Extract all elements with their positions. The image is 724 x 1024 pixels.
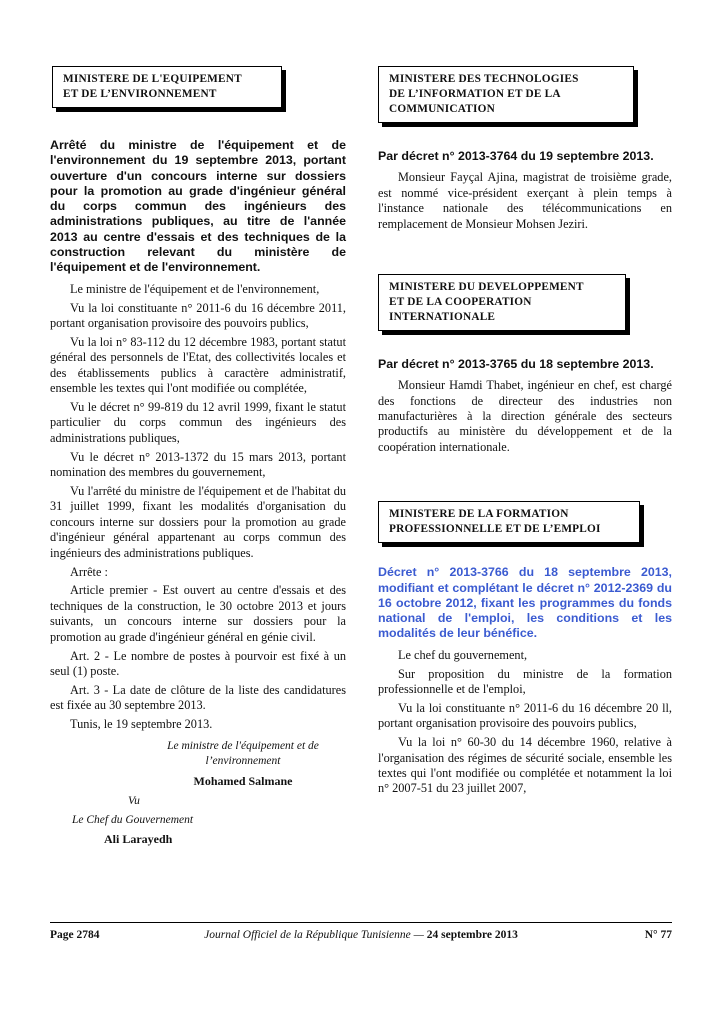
- ministry-box-developpement: [378, 274, 626, 331]
- decree-heading: Par décret n° 2013-3764 du 19 septembre 2013.: [378, 149, 654, 163]
- ministry-line: ET DE L’ENVIRONNEMENT: [63, 88, 217, 100]
- article-3: Art. 3 - La date de clôture de la liste des candidatures est fixée au 30 septembre 2013.: [50, 682, 346, 713]
- ministry-box-technologies: [378, 66, 634, 123]
- right-column: [378, 66, 672, 797]
- paragraph: Monsieur Hamdi Thabet, ingénieur en chef, est chargé des fonctions de directeur des industries non manufacturières à la direction générale des secteurs productifs au ministère du développement et de la coopération internationale.: [378, 378, 672, 454]
- ministry-line: MINISTERE DE L'EQUIPEMENT: [63, 73, 242, 85]
- issue-number: N° 77: [644, 929, 672, 941]
- ministry-line: INTERNATIONALE: [389, 310, 496, 323]
- chef-name: Ali Larayedh: [104, 831, 173, 846]
- place-date: Tunis, le 19 septembre 2013.: [70, 717, 213, 732]
- paragraph: Sur proposition du ministre de la formation professionnelle et de l'emploi,: [378, 666, 672, 697]
- signature-title: l’environnement: [205, 754, 281, 767]
- signature-name: Mohamed Salmane: [193, 773, 293, 788]
- paragraph: Vu la loi constituante n° 2011-6 du 16 décembre 2011, portant organisation provisoire des pouvoirs publics,: [50, 300, 346, 330]
- paragraph: Le ministre de l'équipement et de l'environnement,: [70, 281, 320, 296]
- journal-name: Journal Officiel de la République Tunisienne —: [204, 929, 424, 941]
- page-number: Page 2784: [50, 929, 100, 941]
- paragraph: Vu la loi constituante n° 2011-6 du 16 décembre 20 ll, portant organisation provisoire des pouvoirs publics,: [378, 700, 672, 731]
- left-column: [50, 66, 346, 847]
- page-footer: [50, 929, 672, 945]
- chef-title: Le Chef du Gouvernement: [72, 813, 194, 826]
- journal-date: 24 septembre 2013: [426, 929, 518, 941]
- paragraph: Vu la loi n° 60-30 du 14 décembre 1960, relative à l'organisation des régimes de sécurité sociale, ensemble les textes qui l'ont modifiée ou complétée et notamment la loi n° 2007-51 du 23 juillet 2007,: [378, 735, 672, 796]
- vu-label: Vu: [128, 794, 140, 807]
- paragraph: Vu l'arrêté du ministre de l'équipement et de l'habitat du 31 juillet 1999, fixant les modalités d'organisation du concours interne sur dossiers pour la promotion au grade d'ingénieur général appartenant au corps commun des ingénieurs des administrations publiques.: [50, 484, 346, 560]
- paragraph: Monsieur Fayçal Ajina, magistrat de troisième grade, est nommé vice-président exerçant à plein temps à l'instance nationale des télécommunications en remplacement de Monsieur Mohsen Jeziri.: [378, 170, 672, 231]
- decree-heading-blue: Décret n° 2013-3766 du 18 septembre 2013, modifiant et complétant le décret n° 2012-2369 du 16 octobre 2012, fixant les programmes du fonds national de l'emploi, les conditions et les modalités de leur bénéfice.: [378, 565, 672, 641]
- article-2: Art. 2 - Le nombre de postes à pourvoir est fixé à un seul (1) poste.: [50, 648, 346, 679]
- journal-title: [50, 929, 672, 941]
- paragraph: Vu le décret n° 99-819 du 12 avril 1999, fixant le statut particulier du corps commun des ingénieurs des administrations publiques,: [50, 400, 346, 445]
- ministry-line: COMMUNICATION: [389, 103, 495, 115]
- paragraph: Vu la loi n° 83-112 du 12 décembre 1983, portant statut général des personnels de l'Etat, des collectivités locales et des établissements publics à caractère administratif, ensemble les textes qui l'ont modifiée ou complétée,: [50, 334, 346, 396]
- ministry-line: PROFESSIONNELLE ET DE L’EMPLOI: [389, 523, 601, 536]
- ministry-box-equipement: [52, 66, 282, 108]
- paragraph: Le chef du gouvernement,: [398, 647, 528, 662]
- arrete-heading: Arrêté du ministre de l'équipement et de l'environnement du 19 septembre 2013, portant ouverture d'un concours interne sur dossiers pour la promotion au grade d'ingénieur général du corps commun des ingénieurs des administrations publiques, au titre de l'année 2013 au centre d'essais et des techniques de la construction relevant du ministère de l'équipement et de l'environnement.: [50, 138, 346, 275]
- ministry-line: MINISTERE DU DEVELOPPEMENT: [389, 280, 584, 293]
- ministry-line: DE L’INFORMATION ET DE LA: [389, 88, 561, 100]
- arrete-word: Arrête :: [70, 564, 108, 579]
- decree-heading: Par décret n° 2013-3765 du 18 septembre 2013.: [378, 356, 654, 371]
- paragraph: Vu le décret n° 2013-1372 du 15 mars 2013, portant nomination des membres du gouvernement,: [50, 449, 346, 480]
- ministry-line: MINISTERE DE LA FORMATION: [389, 508, 569, 521]
- footer-divider: [50, 922, 672, 923]
- ministry-line: ET DE LA COOPERATION: [389, 295, 532, 308]
- signature-block: [50, 739, 346, 847]
- signature-title: Le ministre de l'équipement et de: [167, 739, 319, 752]
- article-premier: Article premier - Est ouvert au centre d'essais et des techniques de la construction, le 30 octobre 2013 et jours suivants, un concours interne sur dossiers pour la promotion au grade d'ingénieur général en génie civil.: [50, 583, 346, 644]
- ministry-box-formation: [378, 501, 640, 543]
- ministry-line: MINISTERE DES TECHNOLOGIES: [389, 73, 579, 85]
